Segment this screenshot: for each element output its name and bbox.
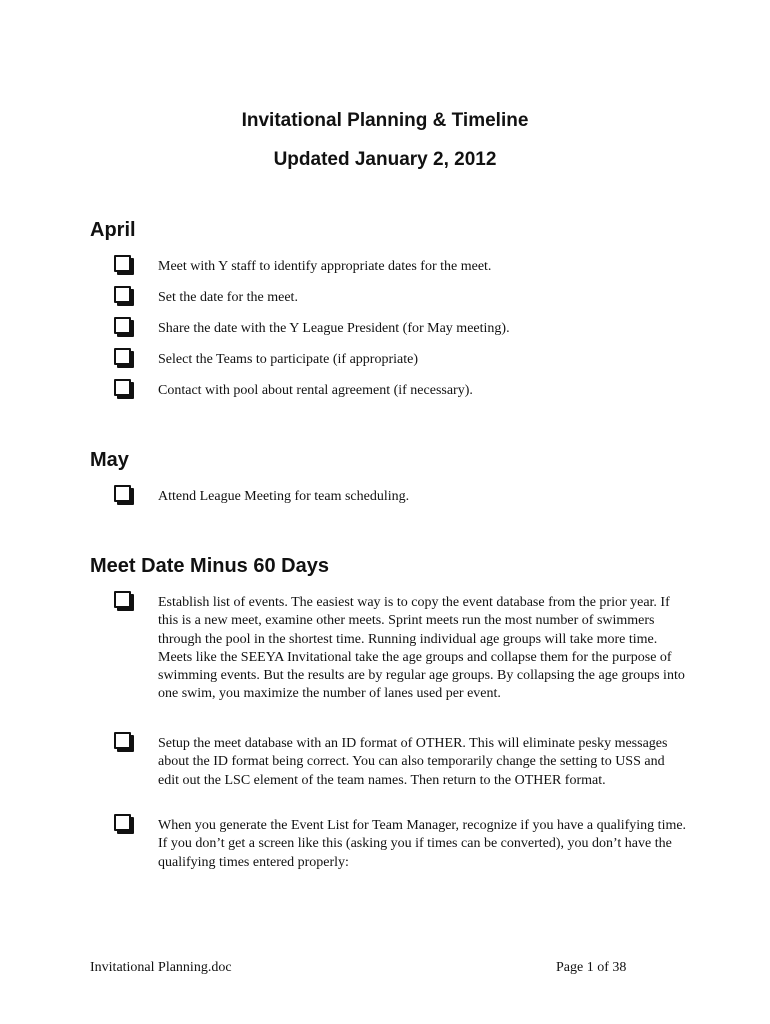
document-title: Invitational Planning & Timeline — [241, 110, 529, 131]
checklist-item-text: Attend League Meeting for team scheduling. — [158, 489, 410, 504]
checkbox-icon[interactable] — [114, 814, 131, 831]
checklist-item-text: Setup the meet database with an ID format of OTHER. This will eliminate pesky messages about the ID format being correct. You can also temporarily change the setting to USS and edit out the LSC element of the team names. Then return to the OTHER format. — [158, 736, 668, 788]
checkbox-icon[interactable] — [114, 286, 131, 303]
checkbox-icon[interactable] — [114, 485, 131, 502]
checkbox-icon[interactable] — [114, 379, 131, 396]
section-heading-april: April — [90, 219, 136, 241]
checklist-item-text: Establish list of events. The easiest way is to copy the event database from the prior year. If this is a new meet, examine other meets. Sprint meets run the most number of swimmers through the pool in the shortest time. Running individual age groups will take more time. Meets like the SEEYA Invitational take the age groups and collapse them for the purpose of swimming events. But the results are by regular age groups. By collapsing the age groups into one swim, you maximize the number of lanes used per event. — [158, 595, 685, 702]
footer-filename: Invitational Planning.doc — [90, 960, 232, 975]
document-subtitle: Updated January 2, 2012 — [273, 149, 497, 170]
footer-page-number: Page 1 of 38 — [556, 960, 627, 975]
section-heading-minus-60-days: Meet Date Minus 60 Days — [90, 555, 329, 577]
checklist-item-text: Select the Teams to participate (if appropriate) — [158, 352, 418, 367]
checkbox-icon[interactable] — [114, 732, 131, 749]
checkbox-icon[interactable] — [114, 255, 131, 272]
section-heading-may: May — [90, 449, 129, 471]
checklist-item-text: Set the date for the meet. — [158, 290, 298, 305]
checkbox-icon[interactable] — [114, 591, 131, 608]
checklist-item-text: Meet with Y staff to identify appropriate dates for the meet. — [158, 259, 492, 274]
checkbox-icon[interactable] — [114, 317, 131, 334]
checkbox-icon[interactable] — [114, 348, 131, 365]
checklist-item-text: Share the date with the Y League President (for May meeting). — [158, 321, 510, 336]
checklist-item-text: When you generate the Event List for Team Manager, recognize if you have a qualifying time. If you don’t get a screen like this (asking you if times can be converted), you don’t have the qualifying times entered properly: — [158, 818, 687, 870]
checklist-item-text: Contact with pool about rental agreement (if necessary). — [158, 383, 473, 398]
